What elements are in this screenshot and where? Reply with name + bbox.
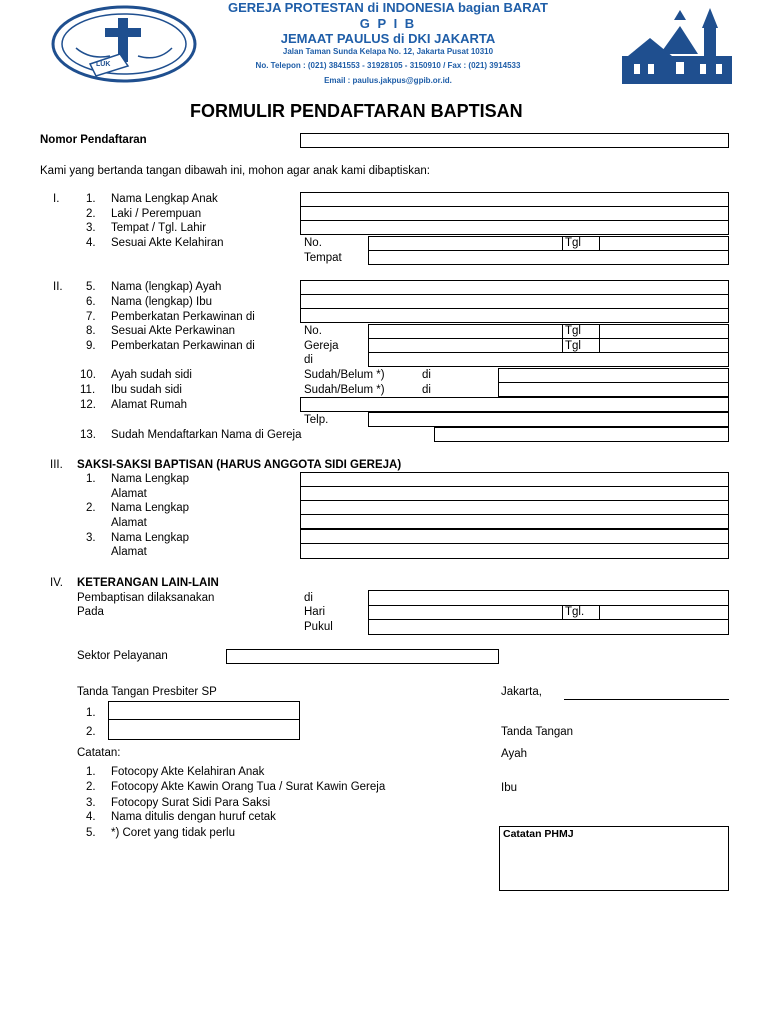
catatan-phmj-label: Catatan PHMJ — [503, 828, 574, 840]
catatan-item: Fotocopy Surat Sidi Para Saksi — [111, 797, 271, 809]
list-item-number: 4. — [86, 237, 96, 249]
ayah-sidi-label: Ayah sudah sidi — [111, 369, 192, 381]
saksi2-nama-label: Nama Lengkap — [111, 502, 189, 514]
presbiter2-signature-field[interactable] — [108, 719, 300, 740]
baptis-tgl-label: Tgl. — [565, 606, 585, 618]
list-item-number: 3. — [86, 797, 96, 809]
list-item-number: 9. — [86, 340, 96, 352]
akte-kelahiran-label: Sesuai Akte Kelahiran — [111, 237, 224, 249]
ibu-sidi-label: Ibu sudah sidi — [111, 384, 182, 396]
header-church-name: GEREJA PROTESTAN di INDONESIA bagian BARAT — [228, 0, 548, 15]
nama-anak-label: Nama Lengkap Anak — [111, 193, 218, 205]
list-item-number: 7. — [86, 311, 96, 323]
akte-perkawinan-tgl-label: Tgl — [565, 325, 581, 337]
nama-anak-field[interactable] — [300, 192, 729, 207]
pukul-field[interactable] — [368, 619, 729, 635]
saksi1-nama-field[interactable] — [300, 472, 729, 487]
form-title: FORMULIR PENDAFTARAN BAPTISAN — [190, 101, 523, 121]
catatan-item: Fotocopy Akte Kelahiran Anak — [111, 766, 265, 778]
logo-text: LUK — [96, 61, 111, 68]
telp-field[interactable] — [368, 412, 729, 427]
ayah-signature-label: Ayah — [501, 748, 528, 760]
ibu-signature-label: Ibu — [501, 782, 517, 794]
daftar-gereja-label: Sudah Mendaftarkan Nama di Gereja — [111, 429, 302, 441]
pemberkatan-2-label: Pemberkatan Perkawinan di — [111, 340, 255, 352]
nama-ayah-field[interactable] — [300, 280, 729, 295]
section4-numeral: IV. — [50, 577, 64, 589]
gereja-di-label: di — [304, 354, 313, 366]
alamat-rumah-label: Alamat Rumah — [111, 399, 188, 411]
header-congregation: JEMAAT PAULUS di DKI JAKARTA — [280, 31, 496, 46]
list-item-number: 8. — [86, 325, 96, 337]
akte-perkawinan-no-label: No. — [304, 325, 322, 337]
ayah-sidi-di-field[interactable] — [498, 368, 729, 383]
tempat-lahir-label: Tempat / Tgl. Lahir — [111, 222, 207, 234]
jakarta-date-line[interactable] — [564, 699, 729, 700]
nomor-pendaftaran-field[interactable] — [300, 133, 729, 148]
akte-no-label: No. — [304, 237, 322, 249]
section3-numeral: III. — [50, 459, 63, 471]
ttd-presbiter-label: Tanda Tangan Presbiter SP — [77, 686, 217, 698]
section4-heading: KETERANGAN LAIN-LAIN — [77, 577, 219, 589]
baptis-di-label: di — [304, 592, 313, 604]
telp-label: Telp. — [304, 414, 329, 426]
saksi3-nama-field[interactable] — [300, 529, 729, 544]
saksi1-alamat-label: Alamat — [111, 488, 147, 500]
akte-kelahiran-tgl-field[interactable] — [599, 236, 729, 251]
saksi3-alamat-field[interactable] — [300, 543, 729, 559]
akte-perkawinan-no-field[interactable] — [368, 324, 563, 339]
ayah-di-label: di — [422, 369, 431, 381]
akte-kelahiran-tempat-field[interactable] — [368, 250, 729, 265]
akte-kelahiran-no-field[interactable] — [368, 236, 563, 251]
jenis-kelamin-label: Laki / Perempuan — [111, 208, 202, 220]
nama-ibu-field[interactable] — [300, 294, 729, 309]
catatan-item: Fotocopy Akte Kawin Orang Tua / Surat Kawin Gereja — [111, 781, 386, 793]
saksi3-alamat-label: Alamat — [111, 546, 147, 558]
gereja-di-field[interactable] — [368, 352, 729, 367]
saksi1-alamat-field[interactable] — [300, 486, 729, 501]
hari-field[interactable] — [368, 605, 563, 620]
list-item-number: 13. — [80, 429, 96, 441]
pembaptisan-label: Pembaptisan dilaksanakan — [77, 592, 215, 604]
section2-numeral: II. — [53, 281, 63, 293]
gereja-label: Gereja — [304, 340, 339, 352]
saksi1-nama-label: Nama Lengkap — [111, 473, 189, 485]
list-item-number: 1. — [86, 193, 96, 205]
ibu-sidi-di-field[interactable] — [498, 382, 729, 397]
alamat-rumah-field[interactable] — [300, 397, 729, 412]
baptis-tgl-field[interactable] — [599, 605, 729, 620]
ibu-sudah-belum-label: Sudah/Belum *) — [304, 384, 385, 396]
saksi3-nama-label: Nama Lengkap — [111, 532, 189, 544]
intro-text: Kami yang bertanda tangan dibawah ini, mohon agar anak kami dibaptiskan: — [40, 165, 430, 177]
presbiter-number: 1. — [86, 707, 96, 719]
list-item-number: 2. — [86, 502, 96, 514]
catatan-label: Catatan: — [77, 747, 121, 759]
ayah-sudah-belum-label: Sudah/Belum *) — [304, 369, 385, 381]
nama-ibu-label: Nama (lengkap) Ibu — [111, 296, 212, 308]
jenis-kelamin-field[interactable] — [300, 206, 729, 221]
gereja-tgl-field[interactable] — [599, 338, 729, 353]
presbiter1-signature-field[interactable] — [108, 701, 300, 720]
akte-perkawinan-label: Sesuai Akte Perkawinan — [111, 325, 236, 337]
hari-label: Hari — [304, 606, 326, 618]
pada-label: Pada — [77, 606, 104, 618]
list-item-number: 1. — [86, 766, 96, 778]
list-item-number: 10. — [80, 369, 96, 381]
header-address: Jalan Taman Sunda Kelapa No. 12, Jakarta Pusat 10310 — [282, 47, 494, 56]
akte-tempat-label: Tempat — [304, 252, 342, 264]
presbiter-number: 2. — [86, 726, 96, 738]
list-item-number: 12. — [80, 399, 96, 411]
nomor-pendaftaran-label: Nomor Pendaftaran — [40, 134, 147, 146]
nama-ayah-label: Nama (lengkap) Ayah — [111, 281, 222, 293]
sektor-field[interactable] — [226, 649, 499, 664]
catatan-item: *) Coret yang tidak perlu — [111, 827, 236, 839]
church-building-image — [620, 4, 734, 86]
tanda-tangan-label: Tanda Tangan — [501, 726, 574, 738]
daftar-gereja-field[interactable] — [434, 427, 729, 442]
list-item-number: 1. — [86, 473, 96, 485]
saksi2-nama-field[interactable] — [300, 500, 729, 515]
section1-numeral: I. — [53, 193, 60, 205]
list-item-number: 3. — [86, 222, 96, 234]
list-item-number: 6. — [86, 296, 96, 308]
section3-heading: SAKSI-SAKSI BAPTISAN (HARUS ANGGOTA SIDI GEREJA) — [77, 459, 402, 471]
pemberkatan-field[interactable] — [300, 308, 729, 323]
catatan-item: Nama ditulis dengan huruf cetak — [111, 811, 276, 823]
list-item-number: 5. — [86, 827, 96, 839]
list-item-number: 2. — [86, 781, 96, 793]
gereja-field[interactable] — [368, 338, 563, 353]
ibu-di-label: di — [422, 384, 431, 396]
header-gpib: G P I B — [359, 16, 417, 31]
baptis-di-field[interactable] — [368, 590, 729, 606]
list-item-number: 2. — [86, 208, 96, 220]
akte-tgl-label: Tgl — [565, 237, 581, 249]
list-item-number: 5. — [86, 281, 96, 293]
sektor-label: Sektor Pelayanan — [77, 650, 168, 662]
list-item-number: 4. — [86, 811, 96, 823]
list-item-number: 3. — [86, 532, 96, 544]
jakarta-label: Jakarta, — [501, 686, 542, 698]
pukul-label: Pukul — [304, 621, 333, 633]
church-logo — [50, 4, 198, 84]
akte-perkawinan-tgl-field[interactable] — [599, 324, 729, 339]
saksi2-alamat-field[interactable] — [300, 514, 729, 529]
list-item-number: 11. — [80, 384, 96, 396]
tempat-tgl-lahir-field[interactable] — [300, 220, 729, 235]
gereja-tgl-label: Tgl — [565, 340, 581, 352]
header-phone: No. Telepon : (021) 3841553 - 31928105 - 3150910 / Fax : (021) 3914533 — [255, 61, 521, 70]
pemberkatan-label: Pemberkatan Perkawinan di — [111, 311, 255, 323]
header-email: Email : paulus.jakpus@gpib.or.id. — [324, 76, 452, 85]
saksi2-alamat-label: Alamat — [111, 517, 147, 529]
